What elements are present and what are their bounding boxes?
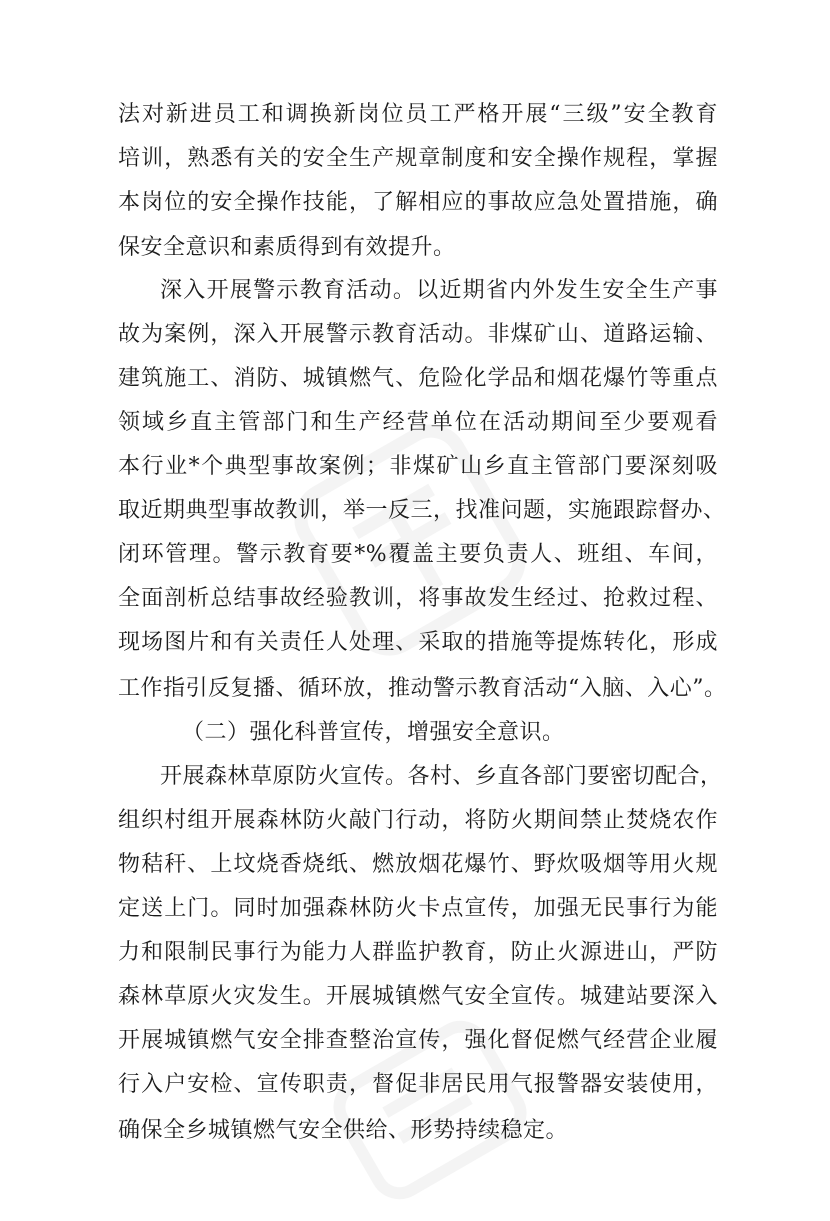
text-line-20: 力和限制民事行为能力人群监护教育，防止火源进山，严防 (118, 940, 718, 965)
text-line-11: 闭环管理。警示教育要*%覆盖主要负责人、班组、车间， (118, 542, 718, 567)
text-line-5: 深入开展警示教育活动。以近期省内外发生安全生产事 (160, 278, 718, 303)
text-line-8: 领域乡直主管部门和生产经营单位在活动期间至少要观看 (118, 410, 718, 435)
text-line-23: 行入户安检、宣传职责，督促非居民用气报警器安装使用， (118, 1072, 718, 1097)
text-line-24: 确保全乡城镇燃气安全供给、形势持续稳定。 (118, 1118, 569, 1143)
text-line-17: 组织村组开展森林防火敲门行动，将防火期间禁止焚烧农作 (118, 808, 718, 833)
section-heading: （二）强化科普宣传，增强安全意识。 (182, 720, 565, 745)
text-line-18: 物秸秆、上坟烧香烧纸、燃放烟花爆竹、野炊吸烟等用火规 (118, 852, 718, 877)
text-line-16: 开展森林草原防火宣传。各村、乡直各部门要密切配合， (160, 764, 723, 789)
text-line-21: 森林草原火灾发生。开展城镇燃气安全宣传。城建站要深入 (118, 984, 718, 1009)
text-line-12: 全面剖析总结事故经验教训，将事故发生经过、抢救过程、 (118, 586, 718, 611)
text-line-6: 故为案例，深入开展警示教育活动。非煤矿山、道路运输、 (118, 322, 718, 347)
text-line-4: 保安全意识和素质得到有效提升。 (118, 235, 456, 260)
text-line-9: 本行业*个典型事故案例；非煤矿山乡直主管部门要深刻吸 (118, 454, 718, 479)
text-line-2: 培训，熟悉有关的安全生产规章制度和安全操作规程，掌握 (118, 146, 718, 171)
text-line-10: 取近期典型事故教训，举一反三，找准问题，实施跟踪督办、 (118, 498, 726, 523)
text-line-3: 本岗位的安全操作技能，了解相应的事故应急处置措施，确 (118, 190, 718, 215)
text-line-14: 工作指引反复播、循环放，推动警示教育活动“入脑、入心”。 (118, 676, 727, 701)
text-line-19: 定送上门。同时加强森林防火卡点宣传，加强无民事行为能 (118, 896, 718, 921)
text-line-7: 建筑施工、消防、城镇燃气、危险化学品和烟花爆竹等重点 (118, 366, 718, 391)
text-line-1: 法对新进员工和调换新岗位员工严格开展“三级”安全教育 (118, 102, 718, 127)
text-line-22: 开展城镇燃气安全排查整治宣传，强化督促燃气经营企业履 (118, 1028, 718, 1053)
text-line-13: 现场图片和有关责任人处理、采取的措施等提炼转化，形成 (118, 630, 718, 655)
